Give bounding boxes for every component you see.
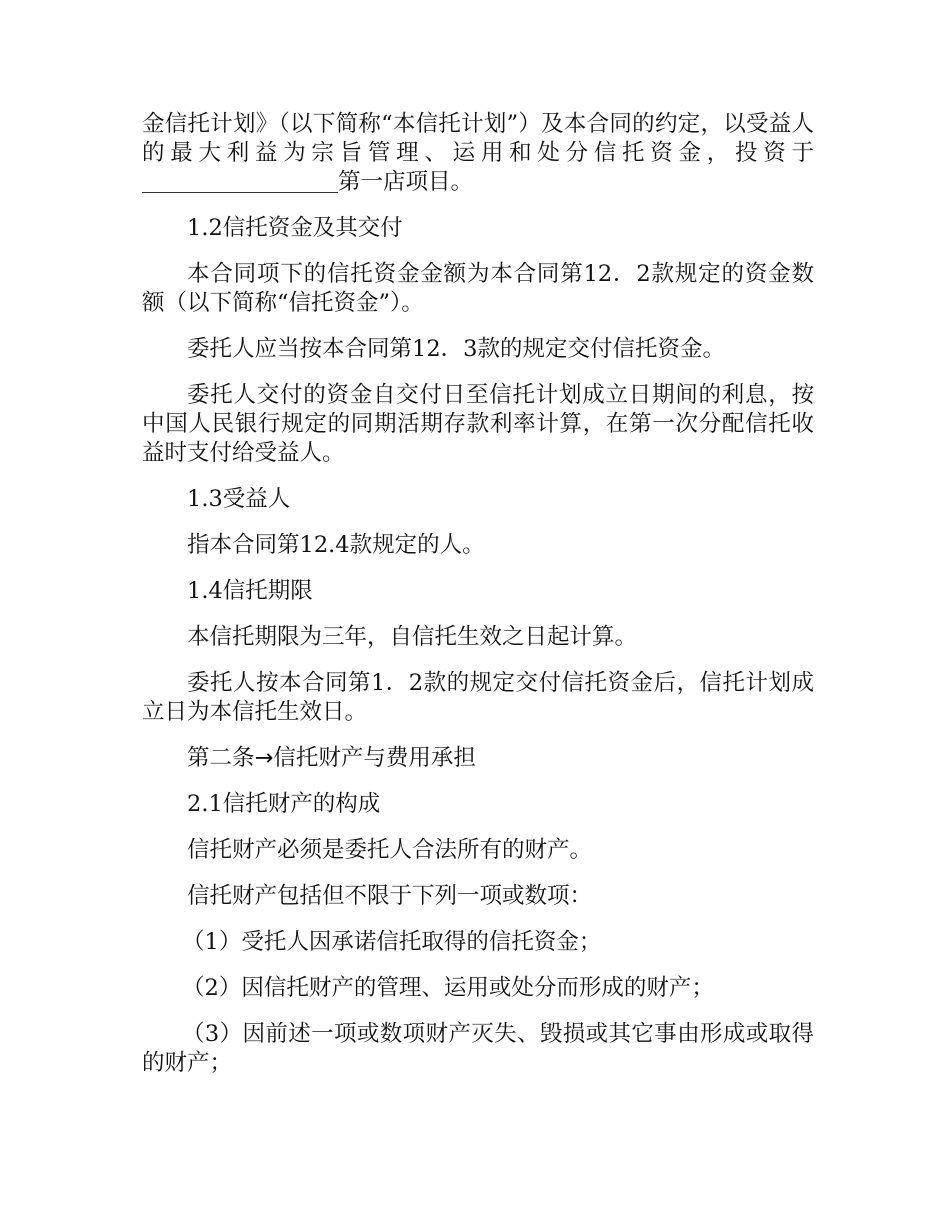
paragraph-trust-plan-intro — [142, 110, 814, 197]
list-item-1: （1）受托人因承诺信托取得的信托资金； — [182, 929, 602, 955]
article-title: 信托财产与费用承担 — [273, 745, 476, 771]
intro-text-end: 第一店项目。 — [338, 169, 474, 195]
paragraph-trust-funds-amount: 本合同项下的信托资金金额为本合同第12．2款规定的资金数额（以下简称“信托资金”）。 — [142, 261, 814, 316]
section-heading-2-1: 2.1信托财产的构成 — [187, 791, 381, 817]
section-heading-1-4: 1.4信托期限 — [187, 578, 313, 604]
section-heading-1-2: 1.2信托资金及其交付 — [187, 215, 403, 241]
paragraph-trust-property-legal: 信托财产必须是委托人合法所有的财产。 — [187, 837, 593, 863]
paragraph-trust-effective-date: 委托人按本合同第1．2款的规定交付信托资金后，信托计划成立日为本信托生效日。 — [142, 670, 814, 725]
article-heading-2 — [142, 744, 814, 773]
fill-in-blank — [142, 170, 338, 193]
intro-text: 金信托计划》（以下简称“本信托计划”）及本合同的约定，以受益人的最大利益为宗旨管理、运用和处分信托资金，投资于 — [142, 111, 814, 166]
arrow-icon: → — [254, 745, 274, 771]
article-prefix: 第二条 — [187, 745, 255, 771]
paragraph-trust-funds-delivery: 委托人应当按本合同第12．3款的规定交付信托资金。 — [187, 336, 725, 362]
list-item-2: （2）因信托财产的管理、运用或处分而形成的财产； — [182, 975, 714, 1001]
paragraph-beneficiary: 指本合同第12.4款规定的人。 — [187, 532, 485, 558]
list-item-3: （3）因前述一项或数项财产灭失、毁损或其它事由形成或取得的财产； — [142, 1021, 814, 1076]
paragraph-trust-funds-interest: 委托人交付的资金自交付日至信托计划成立日期间的利息，按中国人民银行规定的同期活期存款利率计算，在第一次分配信托收益时支付给受益人。 — [142, 382, 814, 466]
paragraph-trust-term: 本信托期限为三年，自信托生效之日起计算。 — [187, 624, 638, 650]
document-body — [142, 110, 814, 1095]
section-heading-1-3: 1.3受益人 — [187, 486, 291, 512]
paragraph-trust-property-includes: 信托财产包括但不限于下列一项或数项： — [187, 883, 593, 909]
